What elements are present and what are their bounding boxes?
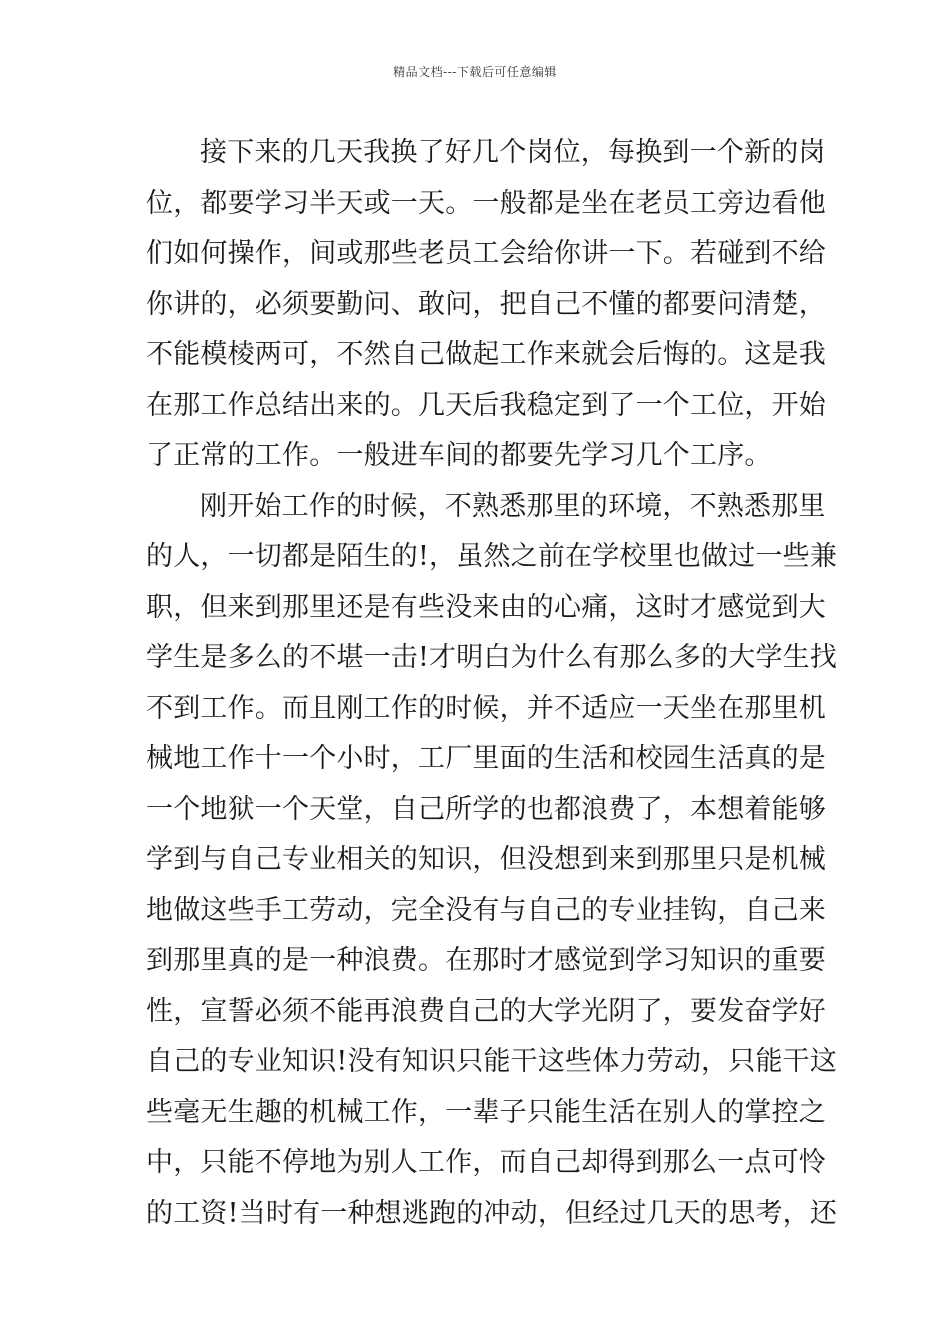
- text-line: 职，但来到那里还是有些没来由的心痛，这时才感觉到大: [146, 591, 826, 623]
- text-line: 们如何操作，间或那些老员工会给你讲一下。若碰到不给: [146, 238, 826, 269]
- text-line: 位，都要学习半天或一天。一般都是坐在老员工旁边看他: [146, 187, 826, 219]
- text-line: 了正常的工作。一般进车间的都要先学习几个工序。: [146, 440, 772, 471]
- paragraph-2: [146, 482, 838, 1240]
- text-line: 接下来的几天我换了好几个岗位，每换到一个新的岗: [200, 137, 826, 168]
- text-line: 械地工作十一个小时，工厂里面的生活和校园生活真的是: [146, 743, 826, 774]
- text-line: 不到工作。而且刚工作的时候，并不适应一天坐在那里机: [146, 692, 826, 724]
- text-line: 地做这些手工劳动，完全没有与自己的专业挂钩，自己来: [146, 894, 826, 926]
- text-line: 的工资!当时有一种想逃跑的冲动，但经过几天的思考，还: [146, 1197, 838, 1229]
- text-line: 在那工作总结出来的。几天后我稳定到了一个工位，开始: [146, 389, 826, 421]
- text-line: 学生是多么的不堪一击!才明白为什么有那么多的大学生找: [146, 642, 838, 673]
- text-line: 性，宣誓必须不能再浪费自己的大学光阴了，要发奋学好: [146, 995, 826, 1027]
- paragraph-1: [146, 128, 826, 482]
- text-line: 中，只能不停地为别人工作，而自己却得到那么一点可怜: [146, 1147, 826, 1178]
- text-line: 刚开始工作的时候，不熟悉那里的环境，不熟悉那里: [200, 490, 826, 522]
- document-body: [146, 128, 838, 1239]
- text-line: 到那里真的是一种浪费。在那时才感觉到学习知识的重要: [146, 945, 826, 976]
- text-line: 些毫无生趣的机械工作，一辈子只能生活在别人的掌控之: [146, 1096, 826, 1128]
- page-header: 精品文档---下载后可任意编辑: [393, 65, 557, 79]
- text-line: 学到与自己专业相关的知识，但没想到来到那里只是机械: [146, 844, 826, 875]
- text-line: 你讲的，必须要勤问、敢问，把自己不懂的都要问清楚，: [146, 288, 826, 320]
- text-line: 不能模棱两可，不然自己做起工作来就会后悔的。这是我: [146, 339, 826, 370]
- text-line: 一个地狱一个天堂，自己所学的也都浪费了，本想着能够: [146, 793, 826, 825]
- text-line: 自己的专业知识!没有知识只能干这些体力劳动，只能干这: [146, 1046, 838, 1077]
- text-line: 的人，一切都是陌生的!，虽然之前在学校里也做过一些兼: [146, 541, 838, 572]
